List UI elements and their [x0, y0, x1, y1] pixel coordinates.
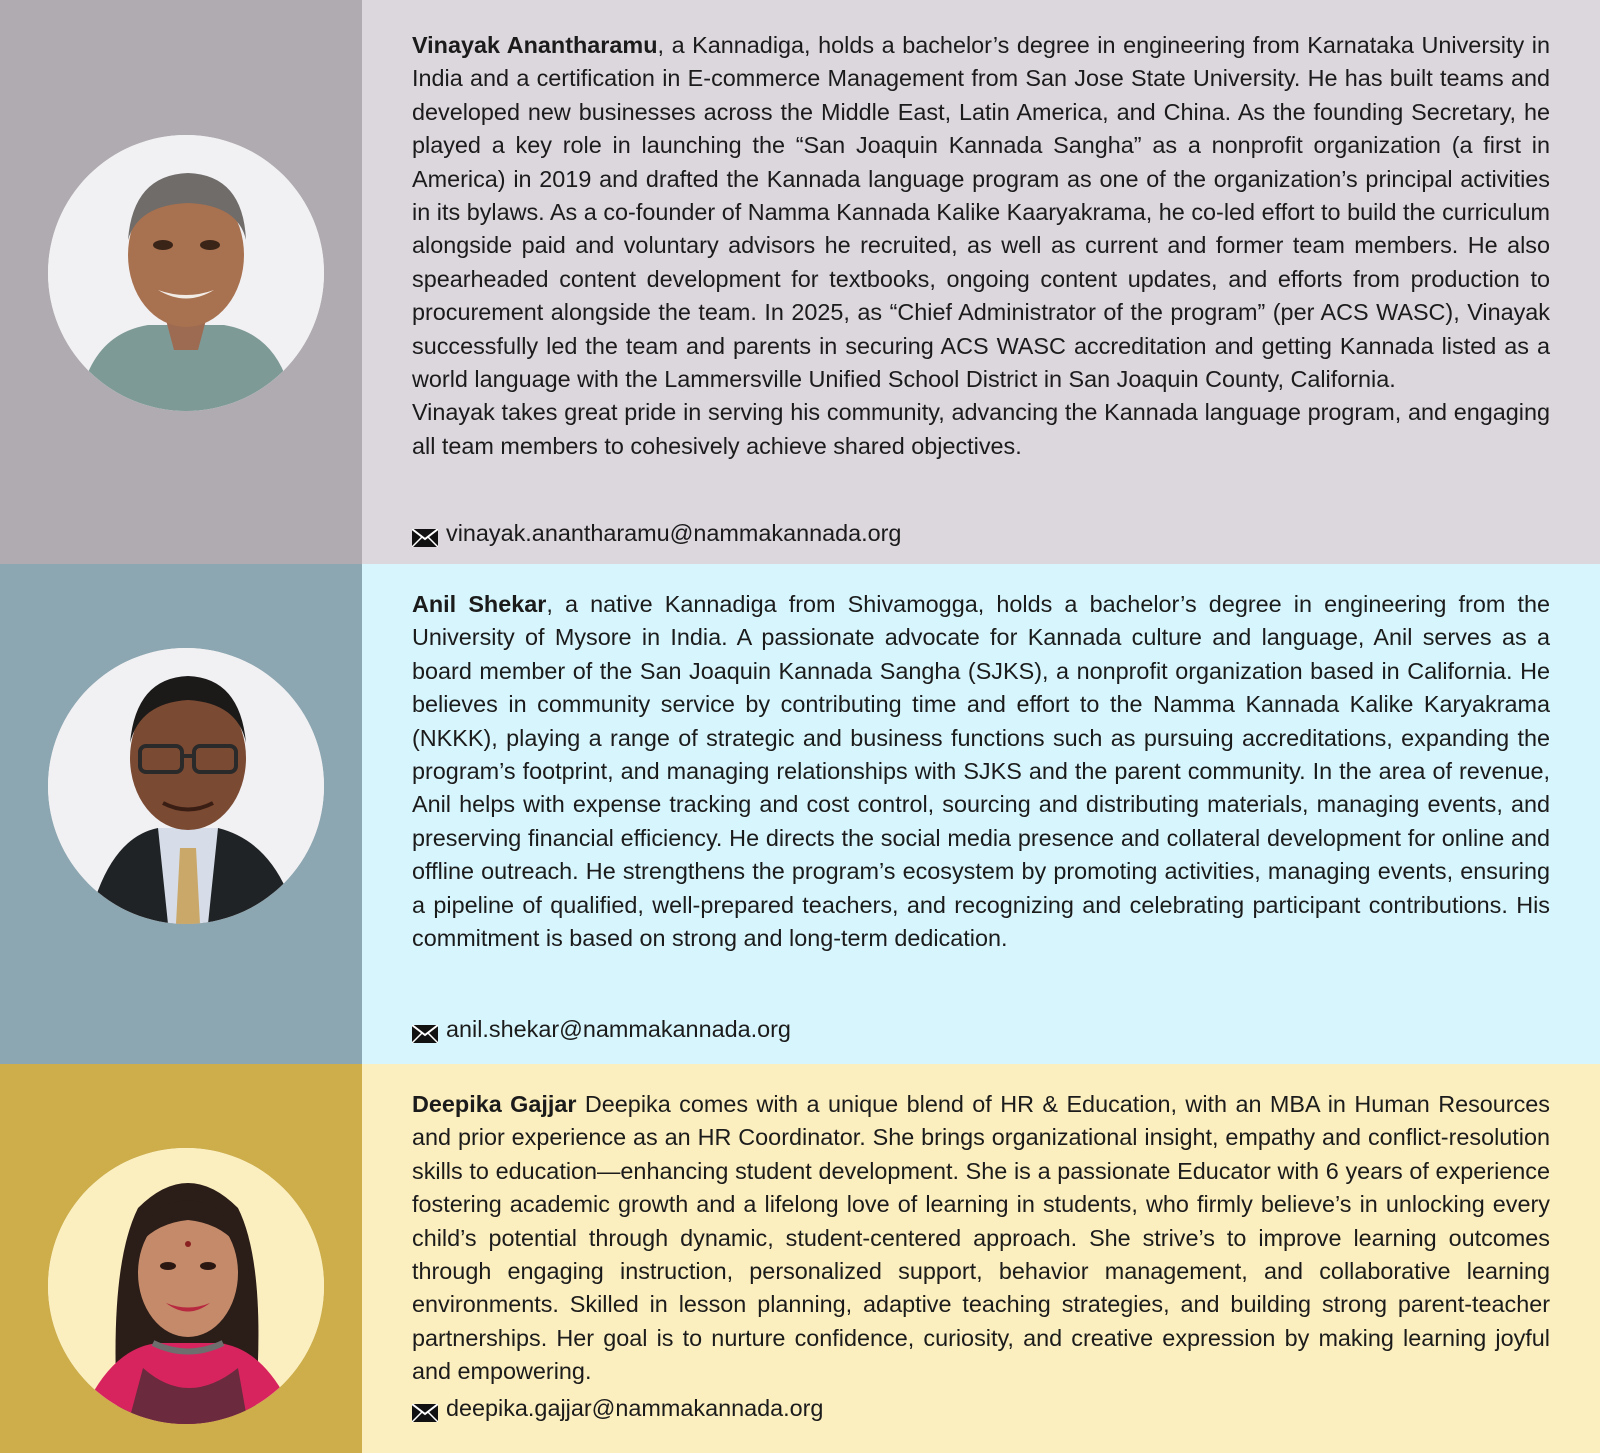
profile-deepika — [0, 1064, 1600, 1453]
portrait-illustration — [48, 135, 324, 411]
profile-sidebar — [0, 0, 362, 564]
profile-content — [362, 564, 1600, 1064]
envelope-icon — [412, 524, 438, 542]
portrait-illustration — [48, 1148, 324, 1424]
bio-paragraph: , a native Kannadiga from Shivamogga, holds a bachelor’s degree in engineering from the University of Mysore in India. A passionate advocate for Kannada culture and language, Anil serves as a board member of the San Joaquin Kannada Sangha (SJKS), a nonprofit organization based in California. He believes in community service by contributing time and effort to the Namma Kannada Kalike Karyakrama (NKKK), playing a range of strategic and business functions such as pursuing accreditations, expanding the program’s footprint, and managing relationships with SJKS and the parent community. In the area of revenue, Anil helps with expense tracking and cost control, sourcing and distributing materials, managing events, and preserving financial efficiency. He directs the social media presence and collateral development for online and offline outreach. He strengthens the program’s ecosystem by promoting activities, managing events, ensuring a pipeline of qualified, well-prepared teachers, and recognizing and celebrating participant contributions. His commitment is based on strong and long-term dedication. — [412, 591, 1551, 952]
profile-bio — [412, 1088, 1550, 1389]
envelope-icon — [412, 1399, 438, 1417]
profile-name: Deepika Gajjar — [412, 1091, 577, 1117]
email-link[interactable]: anil.shekar@nammakannada.org — [446, 1016, 791, 1042]
bio-paragraph-2: Vinayak takes great pride in serving his community, advancing the Kannada language program, and engaging all team members to cohesively achieve shared objectives. — [412, 399, 1550, 459]
profile-sidebar — [0, 564, 362, 1064]
profile-anil — [0, 564, 1600, 1064]
profile-content — [362, 1064, 1600, 1453]
avatar — [48, 648, 324, 924]
email-line — [412, 1014, 791, 1044]
profile-vinayak — [0, 0, 1600, 564]
profile-content — [362, 0, 1600, 564]
email-line — [412, 518, 901, 548]
bio-paragraph: , a Kannadiga, holds a bachelor’s degree in engineering from Karnataka University in India and a certification in E-commerce Management from San Jose State University. He has built teams and developed new businesses across the Middle East, Latin America, and China. As the founding Secretary, he played a key role in launching the “San Joaquin Kannada Sangha” as a nonprofit organization (a first in America) in 2019 and drafted the Kannada language program as one of the organization’s principal activities in its bylaws. As a co-founder of Namma Kannada Kalike Kaaryakrama, he co-led effort to build the curriculum alongside paid and voluntary advisors he recruited, as well as current and former team members. He also spearheaded content development for textbooks, ongoing content updates, and efforts from production to procurement alongside the team. In 2025, as “Chief Administrator of the program” (per ACS WASC), Vinayak successfully led the team and parents in securing ACS WASC accreditation and getting Kannada listed as a world language with the Lammersville Unified School District in San Joaquin County, California. — [412, 32, 1550, 393]
bio-paragraph: Deepika comes with a unique blend of HR & Education, with an MBA in Human Resources and prior experience as an HR Coordinator. She brings organizational insight, empathy and conflict-resolution skills to education—enhancing student development. She is a passionate Educator with 6 years of experience fostering academic growth and a lifelong love of learning in students, who firmly believe’s in unlocking every child’s potential through dynamic, student-centered approach. She strive’s to improve learning outcomes through engaging instruction, personalized support, behavior management, and collaborative learning environments. Skilled in lesson planning, adaptive teaching strategies, and building strong parent-teacher partnerships. Her goal is to nurture confidence, curiosity, and creative expression by making learning joyful and empowering. — [412, 1091, 1550, 1385]
avatar — [48, 1148, 324, 1424]
profile-bio — [412, 29, 1550, 463]
profile-sidebar — [0, 1064, 362, 1453]
envelope-icon — [412, 1020, 438, 1038]
profile-name: Vinayak Anantharamu — [412, 32, 658, 58]
email-line — [412, 1393, 823, 1423]
profile-name: Anil Shekar — [412, 591, 547, 617]
profile-bio — [412, 588, 1550, 955]
avatar — [48, 135, 324, 411]
email-link[interactable]: vinayak.anantharamu@nammakannada.org — [446, 520, 902, 546]
portrait-illustration — [48, 648, 324, 924]
email-link[interactable]: deepika.gajjar@nammakannada.org — [446, 1395, 824, 1421]
